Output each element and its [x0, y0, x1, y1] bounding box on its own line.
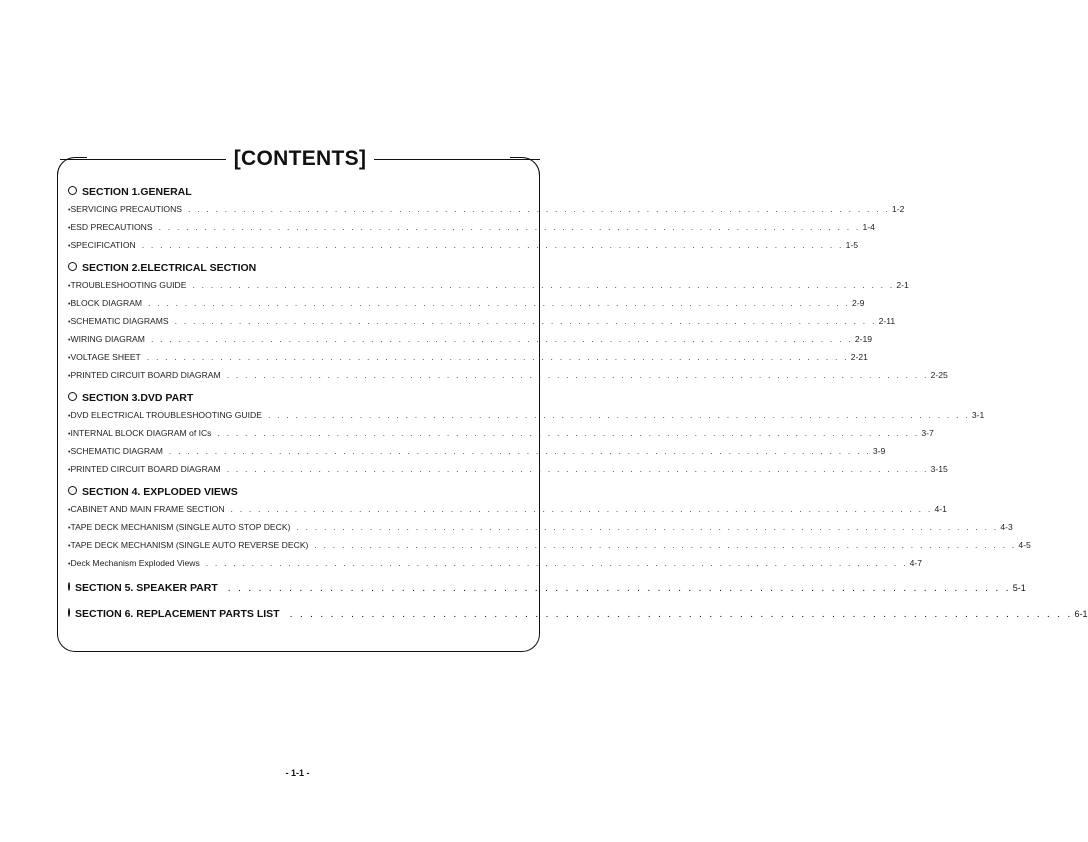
- toc-item: • Deck Mechanism Exploded Views . . . . . . . . . . . . . . . . . . . . . . . . . . . . . . . . . . . . . . . . . . . . . . . . . . . . . . . . . . . . . . . . . . . . . . . . . . . . . 4-7: [68, 558, 923, 568]
- section-heading: SECTION 4. EXPLODED VIEWS: [68, 485, 520, 500]
- section-heading: SECTION 2.ELECTRICAL SECTION: [68, 261, 520, 276]
- toc-item: • WIRING DIAGRAM . . . . . . . . . . . . . . . . . . . . . . . . . . . . . . . . . . . . . . . . . . . . . . . . . . . . . . . . . . . . . . . . . . . . . . . . . . . . . 2-19: [68, 334, 873, 344]
- circle-bullet-icon: [68, 486, 77, 495]
- toc-item: • DVD ELECTRICAL TROUBLESHOOTING GUIDE . . . . . . . . . . . . . . . . . . . . . . . . . . . . . . . . . . . . . . . . . . . . . . . . . . . . . . . . . . . . . . . . . . . . . . . . . . . . . 3-1: [68, 410, 985, 420]
- toc-item: • BLOCK DIAGRAM . . . . . . . . . . . . . . . . . . . . . . . . . . . . . . . . . . . . . . . . . . . . . . . . . . . . . . . . . . . . . . . . . . . . . . . . . . . . . 2-9: [68, 298, 865, 308]
- toc-item: • TAPE DECK MECHANISM (SINGLE AUTO REVERSE DECK) . . . . . . . . . . . . . . . . . . . . . . . . . . . . . . . . . . . . . . . . . . . . . . . . . . . . . . . . . . . . . . . . . . . . . . . . . . . . . 4-5: [68, 540, 1031, 550]
- toc-item: • SERVICING PRECAUTIONS . . . . . . . . . . . . . . . . . . . . . . . . . . . . . . . . . . . . . . . . . . . . . . . . . . . . . . . . . . . . . . . . . . . . . . . . . . . . . 1-2: [68, 204, 905, 214]
- toc-item: • SCHEMATIC DIAGRAM . . . . . . . . . . . . . . . . . . . . . . . . . . . . . . . . . . . . . . . . . . . . . . . . . . . . . . . . . . . . . . . . . . . . . . . . . . . . . 3-9: [68, 446, 886, 456]
- section-heading: SECTION 1.GENERAL: [68, 185, 520, 200]
- page-title: [CONTENTS]: [233, 147, 367, 170]
- toc-item: • TROUBLESHOOTING GUIDE . . . . . . . . . . . . . . . . . . . . . . . . . . . . . . . . . . . . . . . . . . . . . . . . . . . . . . . . . . . . . . . . . . . . . . . . . . . . . 2-1: [68, 280, 909, 290]
- toc-section-3: [68, 391, 985, 478]
- toc-list: [68, 185, 1088, 631]
- toc-item: • TAPE DECK MECHANISM (SINGLE AUTO STOP DECK) . . . . . . . . . . . . . . . . . . . . . . . . . . . . . . . . . . . . . . . . . . . . . . . . . . . . . . . . . . . . . . . . . . . . . . . . . . . . . 4-3: [68, 522, 1013, 532]
- toc-section-2: [68, 261, 948, 384]
- toc-section-5: SECTION 5. SPEAKER PART . . . . . . . . . . . . . . . . . . . . . . . . . . . . . . . . . . . . . . . . . . . . . . . . . . . . . . . . . . . . . . . . . . . . . . . . . . . . . 5-1: [68, 579, 520, 597]
- circle-bullet-icon: [68, 582, 70, 591]
- toc-item: • CABINET AND MAIN FRAME SECTION . . . . . . . . . . . . . . . . . . . . . . . . . . . . . . . . . . . . . . . . . . . . . . . . . . . . . . . . . . . . . . . . . . . . . . . . . . . . . 4-1: [68, 504, 947, 514]
- toc-item: • PRINTED CIRCUIT BOARD DIAGRAM . . . . . . . . . . . . . . . . . . . . . . . . . . . . . . . . . . . . . . . . . . . . . . . . . . . . . . . . . . . . . . . . . . . . . . . . . . . . . 2-25: [68, 370, 948, 380]
- toc-section-6: SECTION 6. REPLACEMENT PARTS LIST . . . . . . . . . . . . . . . . . . . . . . . . . . . . . . . . . . . . . . . . . . . . . . . . . . . . . . . . . . . . . . . . . . . . . . . . . . . . . 6-1: [68, 605, 520, 623]
- circle-bullet-icon: [68, 608, 70, 617]
- toc-item: • SCHEMATIC DIAGRAMS . . . . . . . . . . . . . . . . . . . . . . . . . . . . . . . . . . . . . . . . . . . . . . . . . . . . . . . . . . . . . . . . . . . . . . . . . . . . . 2-11: [68, 316, 896, 326]
- circle-bullet-icon: [68, 262, 77, 271]
- page-number: - 1-1 -: [285, 768, 310, 778]
- toc-item: • PRINTED CIRCUIT BOARD DIAGRAM . . . . . . . . . . . . . . . . . . . . . . . . . . . . . . . . . . . . . . . . . . . . . . . . . . . . . . . . . . . . . . . . . . . . . . . . . . . . . 3-15: [68, 464, 948, 474]
- toc-item: • VOLTAGE SHEET . . . . . . . . . . . . . . . . . . . . . . . . . . . . . . . . . . . . . . . . . . . . . . . . . . . . . . . . . . . . . . . . . . . . . . . . . . . . . 2-21: [68, 352, 868, 362]
- section-heading: SECTION 3.DVD PART: [68, 391, 520, 406]
- toc-item: • ESD PRECAUTIONS . . . . . . . . . . . . . . . . . . . . . . . . . . . . . . . . . . . . . . . . . . . . . . . . . . . . . . . . . . . . . . . . . . . . . . . . . . . . . 1-4: [68, 222, 875, 232]
- toc-item: • INTERNAL BLOCK DIAGRAM of ICs . . . . . . . . . . . . . . . . . . . . . . . . . . . . . . . . . . . . . . . . . . . . . . . . . . . . . . . . . . . . . . . . . . . . . . . . . . . . . 3-7: [68, 428, 934, 438]
- toc-section-4: [68, 485, 1031, 572]
- toc-section-1: [68, 185, 905, 254]
- toc-item: • SPECIFICATION . . . . . . . . . . . . . . . . . . . . . . . . . . . . . . . . . . . . . . . . . . . . . . . . . . . . . . . . . . . . . . . . . . . . . . . . . . . . . 1-5: [68, 240, 859, 250]
- circle-bullet-icon: [68, 392, 77, 401]
- circle-bullet-icon: [68, 186, 77, 195]
